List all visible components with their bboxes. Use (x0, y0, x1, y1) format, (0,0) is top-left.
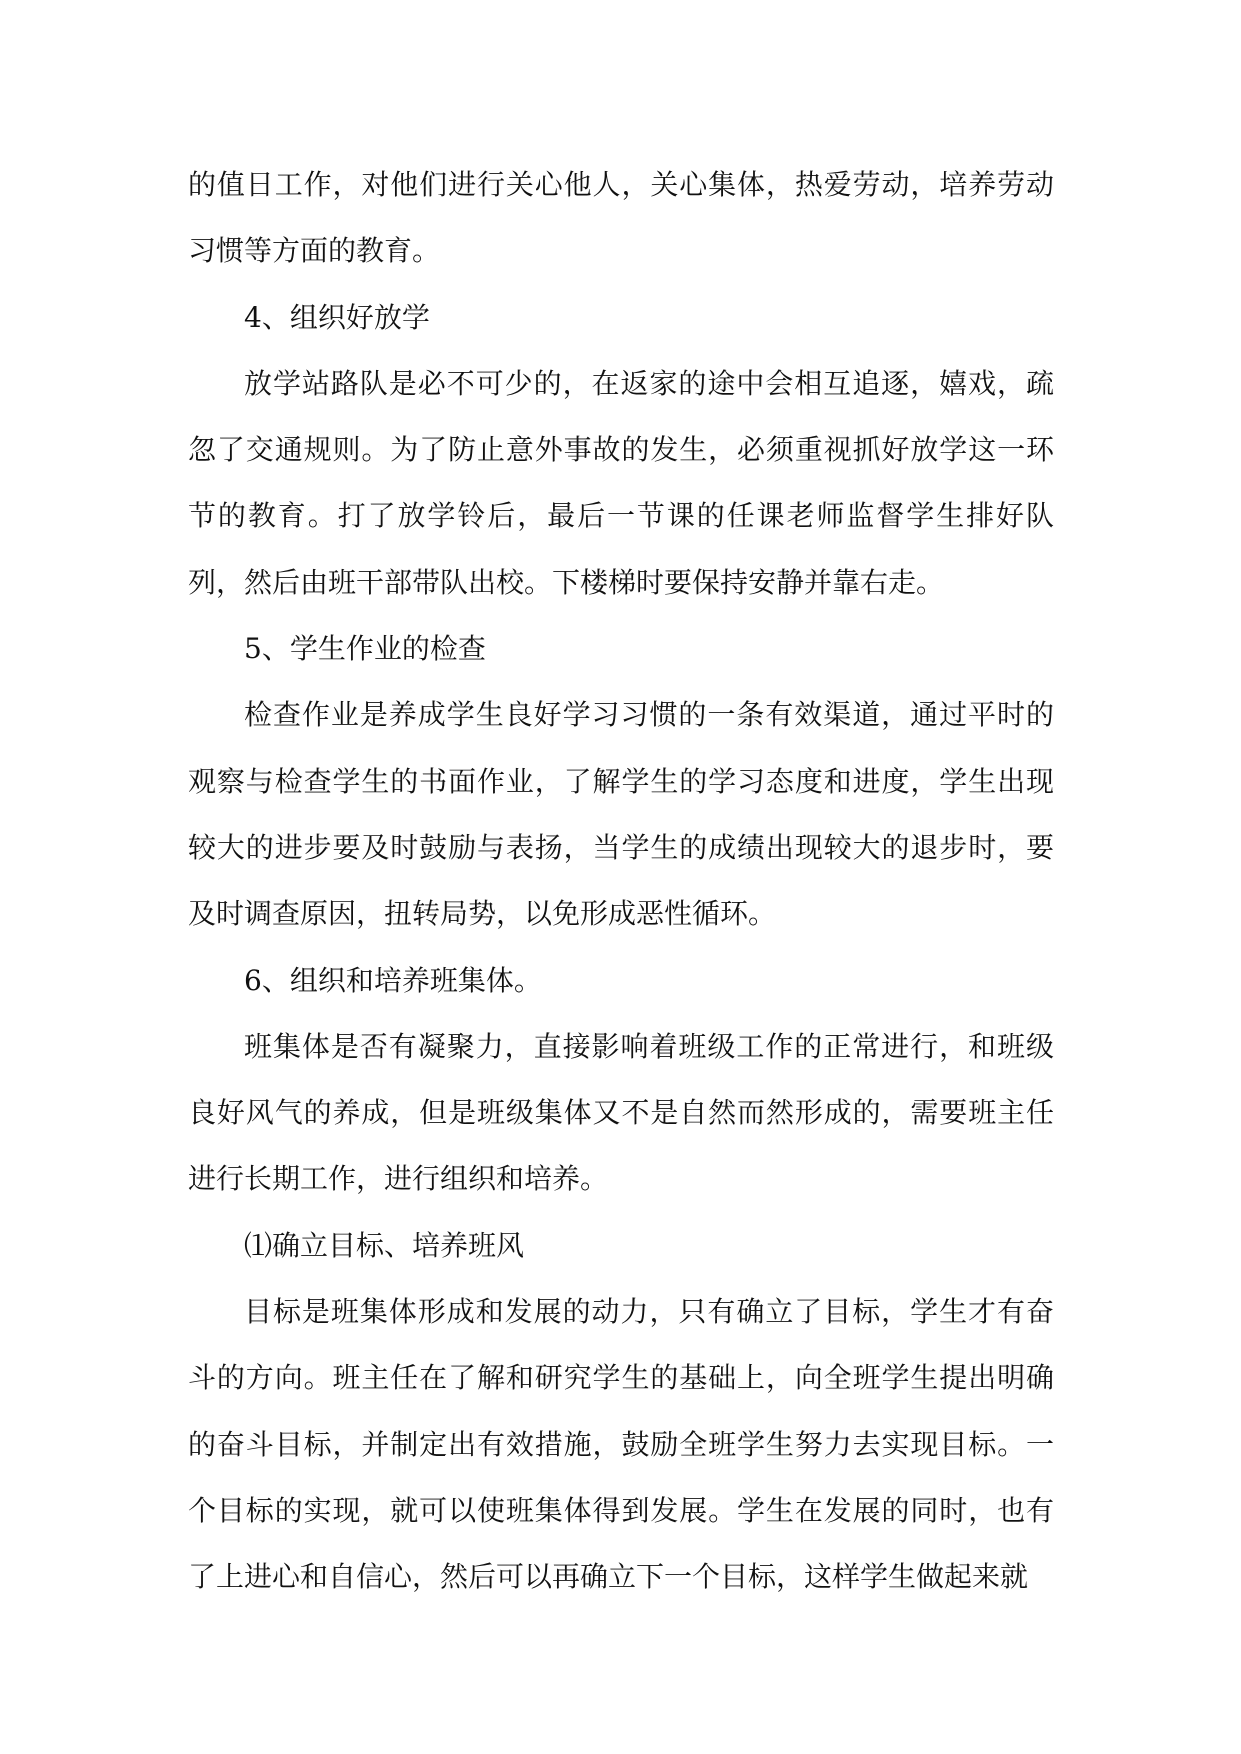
section-heading-dismissal: 4、组织好放学 (244, 300, 430, 334)
paragraph-class-collective: 班集体是否有凝聚力，直接影响着班级工作的正常进行，和班级良好风气的养成，但是班级集体又不是自然而然形成的，需要班主任进行长期工作，进行组织和培养。 (188, 1029, 1054, 1196)
paragraph-goals: 目标是班集体形成和发展的动力，只有确立了目标，学生才有奋斗的方向。班主任在了解和研究学生的基础上，向全班学生提出明确的奋斗目标，并制定出有效措施，鼓励全班学生努力去实现目标。一个目标的实现，就可以使班集体得到发展。学生在发展的同时，也有了上进心和自信心，然后可以再确立下一个目标，这样学生做起来就 (188, 1295, 1054, 1594)
paragraph-continuation: 的值日工作，对他们进行关心他人，关心集体，热爱劳动，培养劳动习惯等方面的教育。 (188, 168, 1054, 268)
paragraph-homework: 检查作业是养成学生良好学习习惯的一条有效渠道，通过平时的观察与检查学生的书面作业，了解学生的学习态度和进度，学生出现较大的进步要及时鼓励与表扬，当学生的成绩出现较大的退步时，要及时调查原因，扭转局势，以免形成恶性循环。 (188, 698, 1054, 931)
section-heading-homework: 5、学生作业的检查 (244, 632, 486, 666)
document-body (188, 152, 1054, 1611)
subsection-heading-goals: ⑴确立目标、培养班风 (244, 1228, 525, 1262)
section-heading-class-collective: 6、组织和培养班集体。 (244, 963, 542, 997)
paragraph-dismissal: 放学站路队是必不可少的，在返家的途中会相互追逐，嬉戏，疏忽了交通规则。为了防止意外事故的发生，必须重视抓好放学这一环节的教育。打了放学铃后，最后一节课的任课老师监督学生排好队列，然后由班干部带队出校。下楼梯时要保持安静并靠右走。 (188, 366, 1054, 599)
